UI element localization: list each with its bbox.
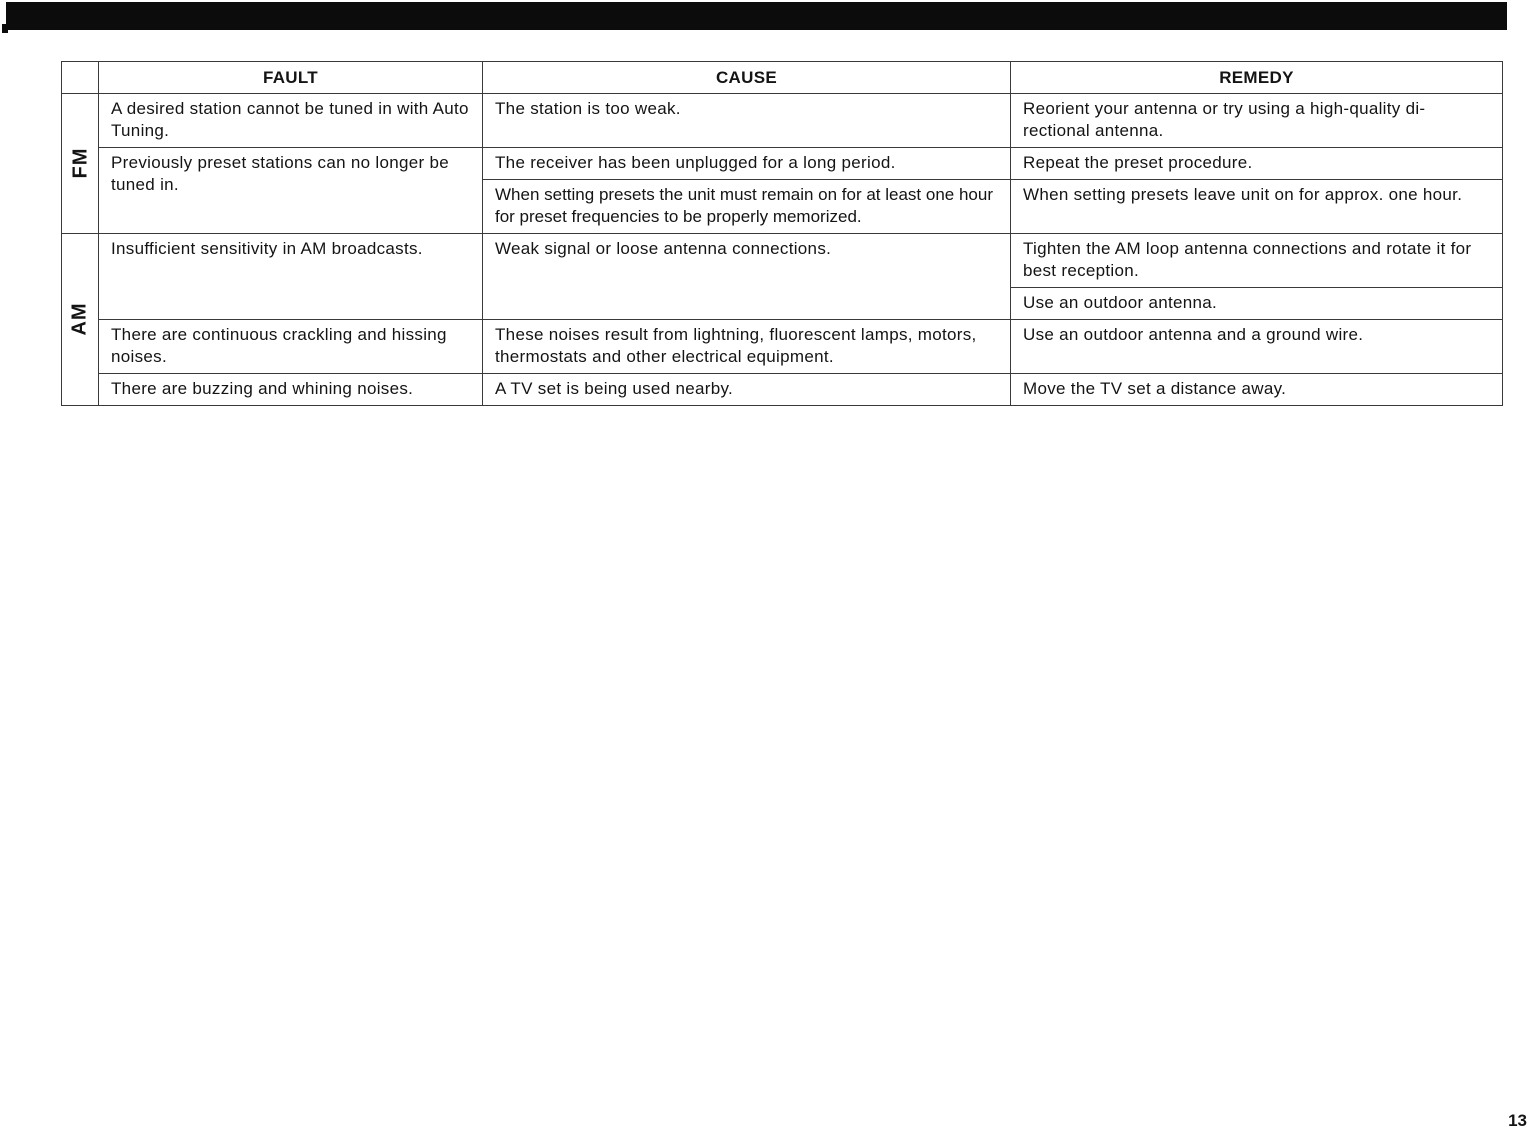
fault-header: FAULT xyxy=(99,62,483,94)
remedy-cell: Use an outdoor antenna and a ground wire. xyxy=(1011,320,1503,374)
cause-cell: When setting presets the unit must remain on for at least one hour for preset frequencies to be properly memorized. xyxy=(483,180,1011,234)
remedy-cell: Tighten the AM loop antenna connections and rotate it for best reception. xyxy=(1011,234,1503,288)
remedy-cell: Use an outdoor antenna. xyxy=(1011,288,1503,320)
table-row xyxy=(62,148,1503,180)
cause-cell: A TV set is being used nearby. xyxy=(483,374,1011,406)
table-row xyxy=(62,374,1503,406)
table-row xyxy=(62,94,1503,148)
fault-cell: A desired station cannot be tuned in with Auto Tuning. xyxy=(99,94,483,148)
table-row xyxy=(62,234,1503,288)
remedy-cell: Repeat the preset procedure. xyxy=(1011,148,1503,180)
fm-band-label: FM xyxy=(68,147,91,179)
header-bar xyxy=(6,2,1507,30)
fault-cell: There are buzzing and whining noises. xyxy=(99,374,483,406)
remedy-header: REMEDY xyxy=(1011,62,1503,94)
header-row xyxy=(62,62,1503,94)
fm-band-cell xyxy=(62,94,99,234)
cause-cell: The station is too weak. xyxy=(483,94,1011,148)
cause-header: CAUSE xyxy=(483,62,1011,94)
band-header xyxy=(62,62,99,94)
cause-cell: These noises result from lightning, fluorescent lamps, motors, thermostats and other electrical equipment. xyxy=(483,320,1011,374)
remedy-cell: Move the TV set a distance away. xyxy=(1011,374,1503,406)
page-number: 13 xyxy=(1508,1111,1527,1130)
remedy-cell: Reorient your antenna or try using a high-quality di-rectional antenna. xyxy=(1011,94,1503,148)
fault-cell: There are continuous crackling and hissing noises. xyxy=(99,320,483,374)
troubleshooting-table xyxy=(61,61,1503,406)
fault-cell: Insufficient sensitivity in AM broadcasts. xyxy=(99,234,483,320)
fault-cell: Previously preset stations can no longer be tuned in. xyxy=(99,148,483,234)
cause-cell: Weak signal or loose antenna connections. xyxy=(483,234,1011,320)
am-band-cell xyxy=(62,234,99,406)
remedy-cell: When setting presets leave unit on for approx. one hour. xyxy=(1011,180,1503,234)
header-bar-mark xyxy=(2,24,8,33)
am-band-label: AM xyxy=(68,302,91,336)
cause-cell: The receiver has been unplugged for a long period. xyxy=(483,148,1011,180)
table-row xyxy=(62,320,1503,374)
